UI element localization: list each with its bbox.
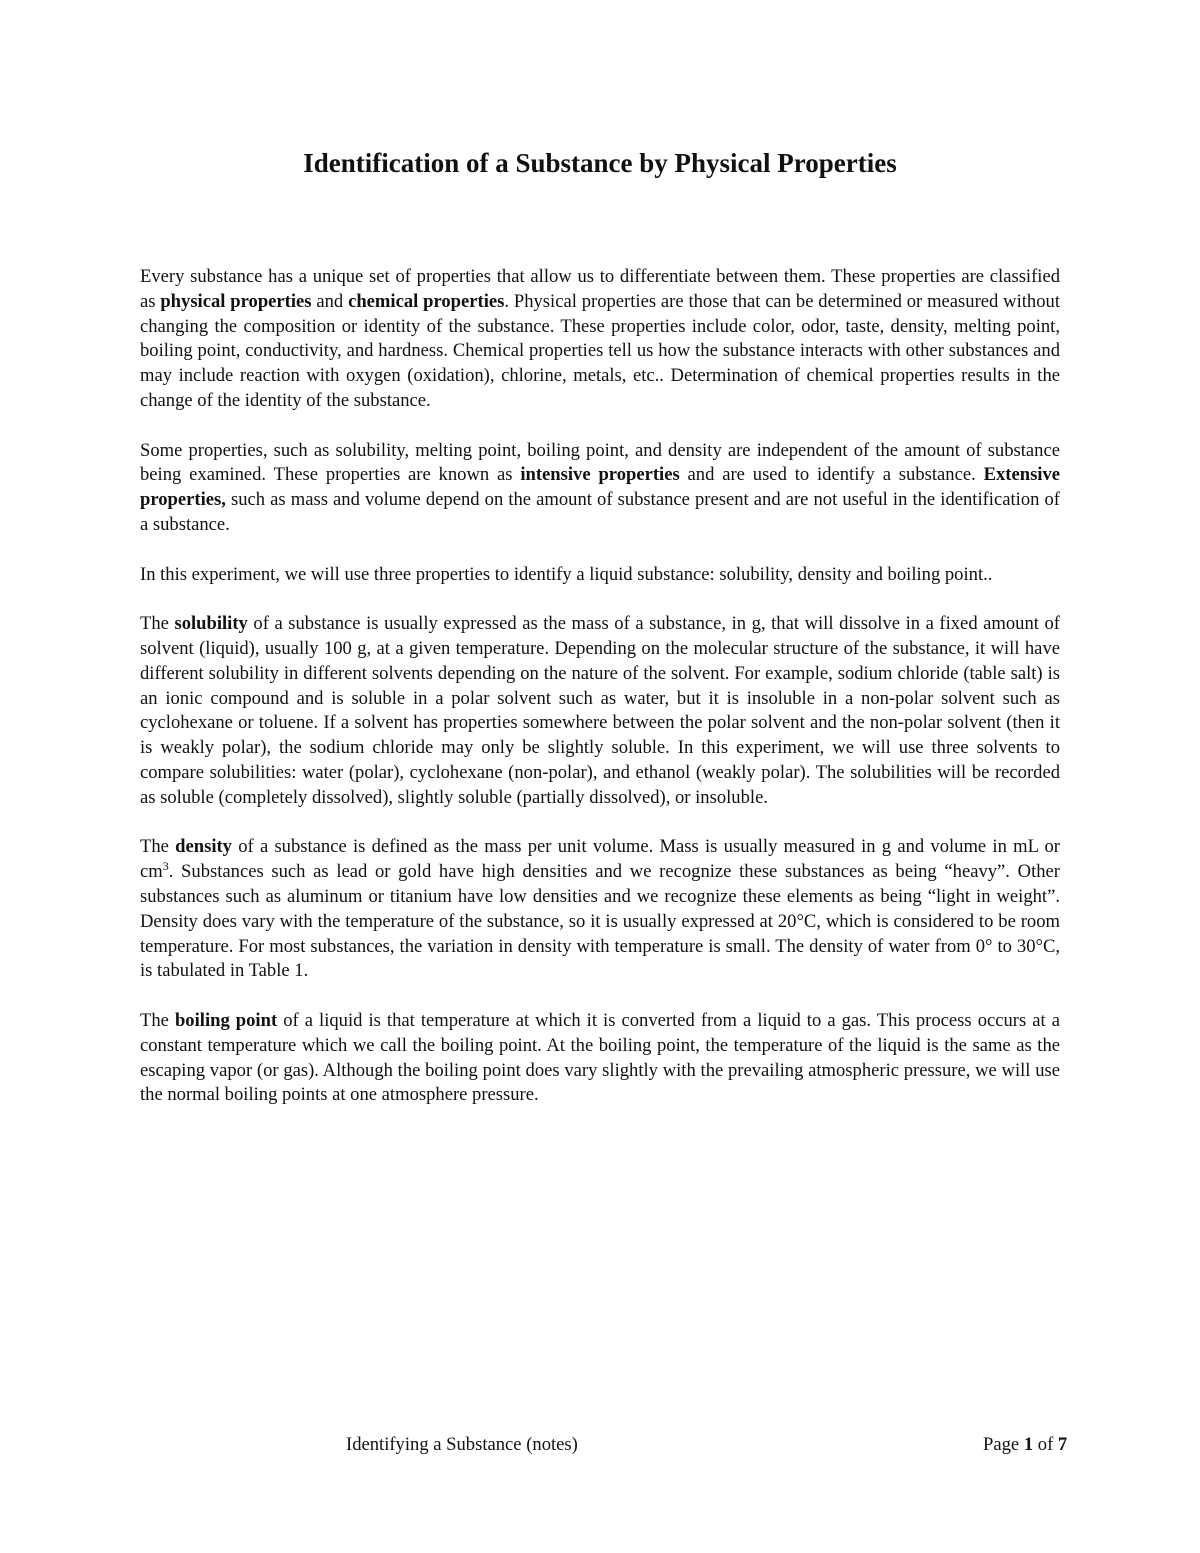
text-run: of a liquid is that temperature at which it is converted from a liquid to a gas. This process occurs at a constant temperature which we call the boiling point. At the boiling point, the temperature of the liquid is the same as the escaping vapor (or gas). Although the boiling point does vary slightly with the prevailing atmospheric pressure, we will use the normal boiling points at one atmosphere pressure. xyxy=(140,1009,1060,1106)
text-run: and xyxy=(311,290,349,312)
paragraph-experiment-intro xyxy=(140,563,1060,588)
text-run: of a substance is usually expressed as the mass of a substance, in g, that will dissolve in a fixed amount of solvent (liquid), usually 100 g, at a given temperature. Depending on the molecular structure of the substance, it will have different solubility in different solvents depending on the nature of the solvent. For example, sodium chloride (table salt) is an ionic compound and is soluble in a polar solvent such as water, but it is insoluble in a non-polar solvent such as cyclohexane or toluene. If a solvent has properties somewhere between the polar solvent and the non-polar solvent (then it is weakly polar), the sodium chloride may only be slightly soluble. In this experiment, we will use three solvents to compare solubilities: water (polar), cyclohexane (non-polar), and ethanol (weakly polar). The solubilities will be recorded as soluble (completely dissolved), slightly soluble (partially dissolved), or insoluble. xyxy=(140,613,1060,808)
text-run: . Substances such as lead or gold have high densities and we recognize these substances as being “heavy”. Other substances such as aluminum or titanium have low densities and we recognize these elements as being “light in weight”. Density does vary with the temperature of the substance, so it is usually expressed at 20°C, which is considered to be room temperature. For most substances, the variation in density with temperature is small. The density of water from 0° to 30°C, is tabulated in Table 1. xyxy=(140,861,1060,982)
text-run: . Physical properties are those that can be determined or measured without changing the composition or identity of the substance. These properties include color, odor, taste, density, melting point, boiling point, conductivity, and hardness. Chemical properties tell us how the substance interacts with other substances and may include reaction with oxygen (oxidation), chlorine, metals, etc.. Determination of chemical properties results in the change of the identity of the substance. xyxy=(140,290,1060,411)
page-of-label: of xyxy=(1037,1434,1054,1455)
document-title: Identification of a Substance by Physical Properties xyxy=(303,148,897,178)
term-solubility: solubility xyxy=(174,613,248,635)
page-current: 1 xyxy=(1023,1434,1034,1455)
paragraph-properties-overview xyxy=(140,265,1060,414)
footer-document-label: Identifying a Substance (notes) xyxy=(346,1434,578,1455)
paragraph-intensive-extensive xyxy=(140,439,1060,538)
text-run: Every substance has a unique set of properties that allow us to differentiate between them. These properties are classified as xyxy=(140,266,1060,312)
term-intensive-properties: intensive properties xyxy=(520,464,680,486)
term-density: density xyxy=(175,836,232,858)
text-run: The xyxy=(140,613,175,635)
superscript-cubed: 3 xyxy=(162,858,169,873)
page-label: Page xyxy=(983,1434,1020,1455)
text-run: The xyxy=(140,836,176,858)
text-run: Some properties, such as solubility, melting point, boiling point, and density are independent of the amount of substance being examined. These properties are known as xyxy=(140,439,1060,486)
page-total: 7 xyxy=(1057,1434,1068,1455)
text-run: In this experiment, we will use three properties to identify a liquid substance: solubility, density and boiling point.. xyxy=(140,563,993,585)
text-run: of a substance is defined as the mass per unit volume. Mass is usually measured in g and volume in mL or cm xyxy=(140,836,1060,883)
paragraph-boiling-point xyxy=(140,1009,1060,1108)
term-chemical-properties: chemical properties xyxy=(348,290,505,312)
term-physical-properties: physical properties xyxy=(160,290,312,312)
text-run: and are used to identify a substance. xyxy=(679,464,984,486)
term-boiling-point: boiling point xyxy=(174,1009,278,1031)
term-extensive-properties: Extensive properties, xyxy=(140,464,1061,511)
text-run: such as mass and volume depend on the amount of substance present and are not useful in the identification of a substance. xyxy=(140,489,1060,535)
document-body xyxy=(140,265,1060,1133)
paragraph-density xyxy=(140,835,1060,984)
footer-page-number xyxy=(983,1434,1067,1456)
text-run: The xyxy=(140,1009,175,1031)
paragraph-solubility xyxy=(140,612,1060,810)
